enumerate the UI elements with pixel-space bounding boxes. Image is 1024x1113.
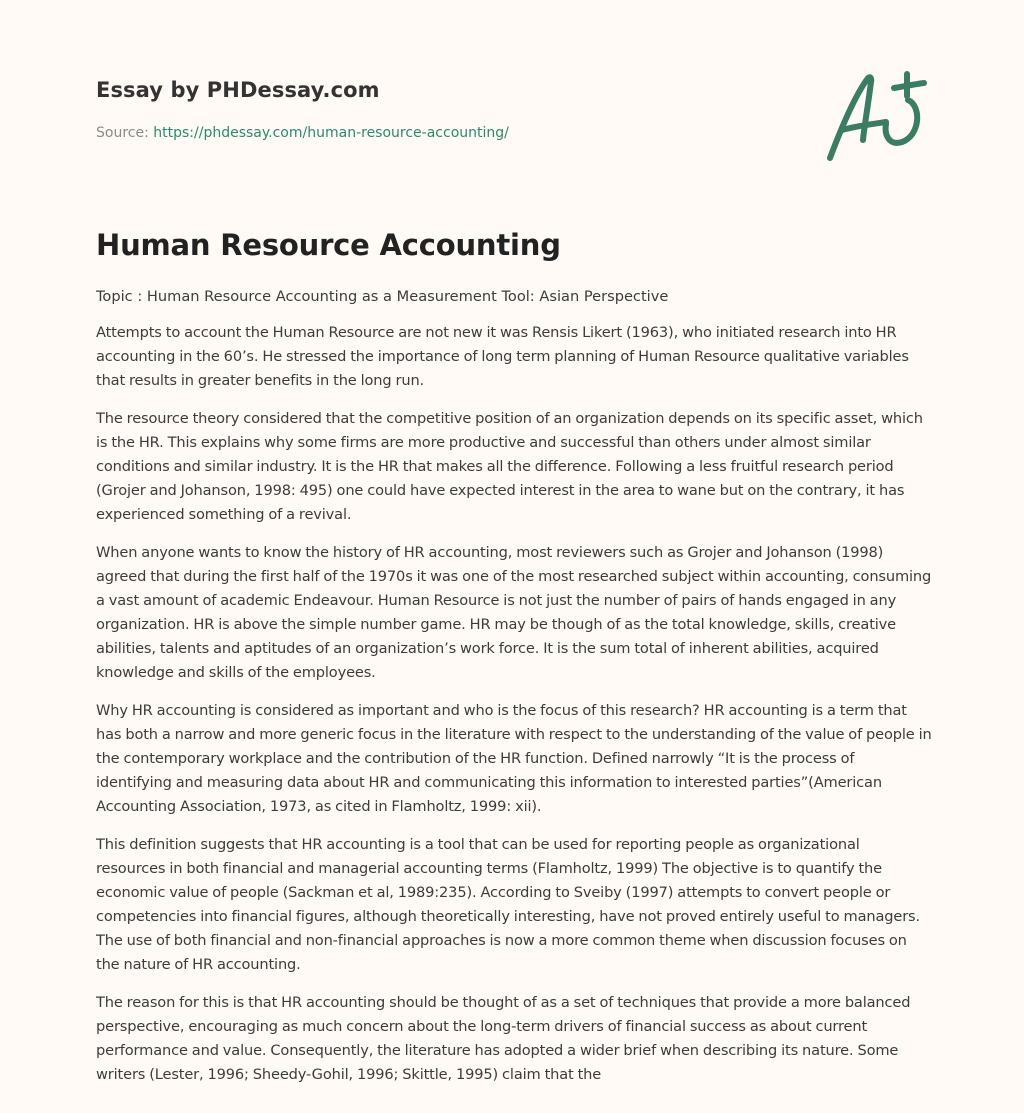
document-body xyxy=(96,285,932,1101)
paragraph: Attempts to account the Human Resource are not new it was Rensis Likert (1963), who initiated research into HR accounting in the 60’s. He stressed the importance of long term planning of Human Resource qualitative variables that results in greater benefits in the long run. xyxy=(96,324,909,389)
document-title: Human Resource Accounting xyxy=(96,228,561,262)
page-header xyxy=(96,76,796,143)
source-link[interactable]: https://phdessay.com/human-resource-accounting/ xyxy=(153,125,509,141)
paragraph: The reason for this is that HR accounting should be thought of as a set of techniques that provide a more balanced perspective, encouraging as much concern about the long-term drivers of financial success as about current performance and value. Consequently, the literature has adopted a wider brief when describing its nature. Some writers (Lester, 1996; Sheedy-Gohil, 1996; Skittle, 1995) claim that the xyxy=(96,994,911,1083)
a-plus-grade-icon xyxy=(820,66,930,166)
brand-title: Essay by PHDessay.com xyxy=(96,78,380,102)
source-line xyxy=(96,123,796,143)
paragraph: This definition suggests that HR accounting is a tool that can be used for reporting people as organizational resources in both financial and managerial accounting terms (Flamholtz, 1999) The objective is to quantify the economic value of people (Sackman et al, 1989:235). According to Sveiby (1997) attempts to convert people or competencies into financial figures, although theoretically interesting, have not proved entirely useful to managers. The use of both financial and non-financial approaches is now a more common theme when discussion focuses on the nature of HR accounting. xyxy=(96,836,920,973)
paragraph: The resource theory considered that the competitive position of an organization depends on its specific asset, which is the HR. This explains why some firms are more productive and successful than others under almost similar conditions and similar industry. It is the HR that makes all the difference. Following a less fruitful research period (Grojer and Johanson, 1998: 495) one could have expected interest in the area to wane but on the contrary, it has experienced something of a revival. xyxy=(96,410,923,523)
paragraph: When anyone wants to know the history of HR accounting, most reviewers such as Grojer and Johanson (1998) agreed that during the first half of the 1970s it was one of the most researched subject within accounting, consuming a vast amount of academic Endeavour. Human Resource is not just the number of pairs of hands engaged in any organization. HR is above the simple number game. HR may be though of as the total knowledge, skills, creative abilities, talents and aptitudes of an organization’s work force. It is the sum total of inherent abilities, acquired knowledge and skills of the employees. xyxy=(96,544,932,681)
document-topic: Topic : Human Resource Accounting as a Measurement Tool: Asian Perspective xyxy=(96,288,669,305)
paragraph: Why HR accounting is considered as important and who is the focus of this research? HR accounting is a term that has both a narrow and more generic focus in the literature with respect to the understanding of the value of people in the contemporary workplace and the contribution of the HR function. Defined narrowly “It is the process of identifying and measuring data about HR and communicating this information to interested parties”(American Accounting Association, 1973, as cited in Flamholtz, 1999: xii). xyxy=(96,702,932,815)
source-label: Source: xyxy=(96,125,149,141)
